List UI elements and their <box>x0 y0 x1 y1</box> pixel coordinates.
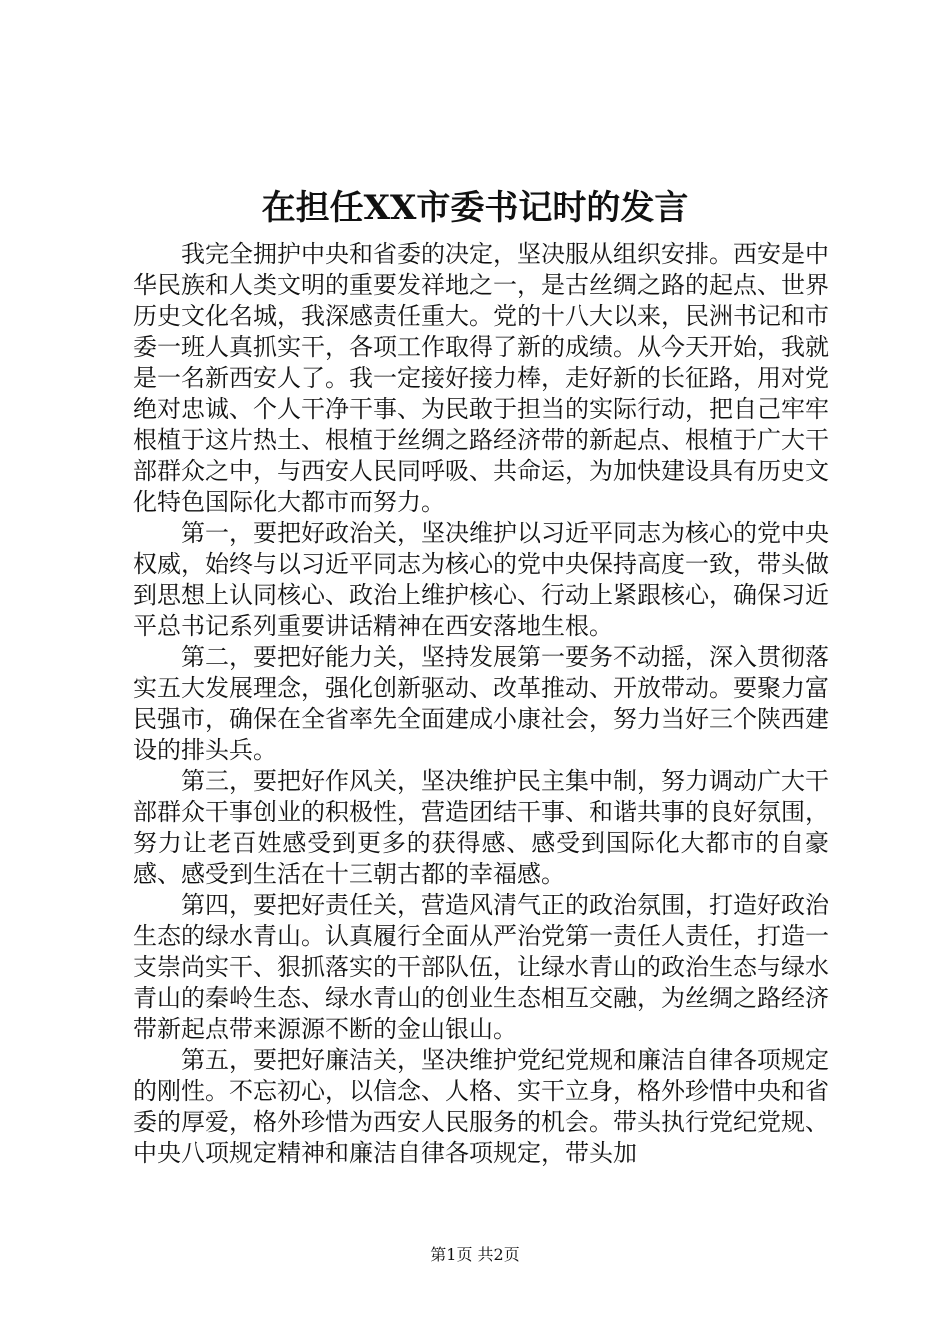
paragraph-fifth: 第五，要把好廉洁关，坚决维护党纪党规和廉洁自律各项规定的刚性。不忘初心，以信念、人格、实干立身，格外珍惜中央和省委的厚爱，格外珍惜为西安人民服务的机会。带头执行党纪党规、中央八项规定精神和廉洁自律各项规定，带头加 <box>133 1046 829 1167</box>
paragraph-third: 第三，要把好作风关，坚决维护民主集中制，努力调动广大干部群众干事创业的积极性，营造团结干事、和谐共事的良好氛围，努力让老百姓感受到更多的获得感、感受到国际化大都市的自豪感、感受到生活在十三朝古都的幸福感。 <box>133 767 829 888</box>
page-number-footer: 第1页 共2页 <box>430 1245 520 1264</box>
document-body <box>133 239 829 1169</box>
document-title: 在担任XX市委书记时的发言 <box>261 188 689 228</box>
paragraph-second: 第二，要把好能力关，坚持发展第一要务不动摇，深入贯彻落实五大发展理念，强化创新驱动、改革推动、开放带动。要聚力富民强市，确保在全省率先全面建成小康社会，努力当好三个陕西建设的排头兵。 <box>133 643 829 764</box>
paragraph-intro: 我完全拥护中央和省委的决定，坚决服从组织安排。西安是中华民族和人类文明的重要发祥地之一，是古丝绸之路的起点、世界历史文化名城，我深感责任重大。党的十八大以来，民洲书记和市委一班人真抓实干，各项工作取得了新的成绩。从今天开始，我就是一名新西安人了。我一定接好接力棒，走好新的长征路，用对党绝对忠诚、个人干净干事、为民敢于担当的实际行动，把自己牢牢根植于这片热土、根植于丝绸之路经济带的新起点、根植于广大干部群众之中，与西安人民同呼吸、共命运，为加快建设具有历史文化特色国际化大都市而努力。 <box>133 240 829 516</box>
paragraph-first: 第一，要把好政治关，坚决维护以习近平同志为核心的党中央权威，始终与以习近平同志为核心的党中央保持高度一致，带头做到思想上认同核心、政治上维护核心、行动上紧跟核心，确保习近平总书记系列重要讲话精神在西安落地生根。 <box>133 519 829 640</box>
paragraph-fourth: 第四，要把好责任关，营造风清气正的政治氛围，打造好政治生态的绿水青山。认真履行全面从严治党第一责任人责任，打造一支崇尚实干、狠抓落实的干部队伍，让绿水青山的政治生态与绿水青山的秦岭生态、绿水青山的创业生态相互交融，为丝绸之路经济带新起点带来源源不断的金山银山。 <box>133 891 829 1043</box>
